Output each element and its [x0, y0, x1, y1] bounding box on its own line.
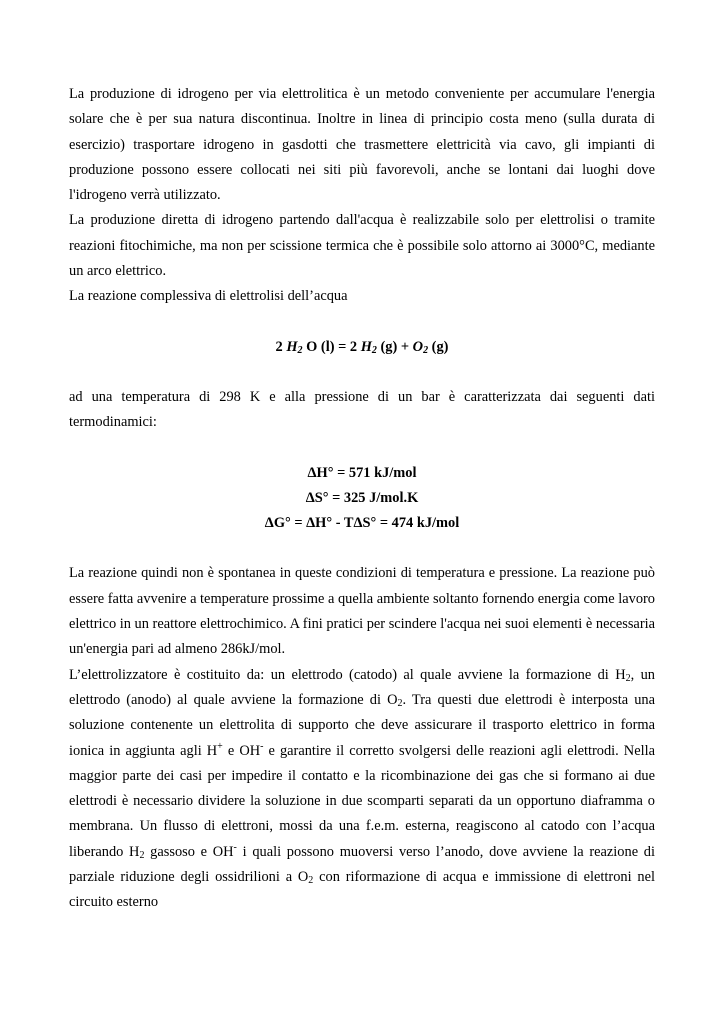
paragraph-direct-production: La produzione diretta di idrogeno partendo dall'acqua è realizzabile solo per elettrolisi o tramite reazioni fitochimiche, ma non per scissione termica che è possibile solo attorno ai 3000°C, mediante un arco elettrico. — [69, 212, 655, 280]
paragraph-non-spontaneous: La reazione quindi non è spontanea in queste condizioni di temperatura e pressione. La reazione può essere fatta avvenire a temperature prossime a quella ambiente soltanto fornendo energia come lavoro elettrico in un reattore elettrochimico. A fini pratici per scindere l'acqua nei suoi elementi è necessaria un'energia pari ad almeno 286kJ/mol. — [69, 565, 655, 658]
paragraph-thermo-intro: ad una temperatura di 298 K e alla pressione di un bar è caratterizzata dai seguenti dati termodinamici: — [69, 388, 655, 431]
gibbs-energy-value: ΔG° = ΔH° - TΔS° = 474 kJ/mol — [264, 515, 460, 532]
electrolysis-equation: 2 $H_2$ O (l) = 2 $H_2$ $(g) + O_2$ (g) — [275, 338, 449, 356]
thermodynamic-data — [69, 461, 655, 537]
entropy-value: ΔS° = 325 J/mol.K — [305, 489, 419, 506]
document-page — [69, 82, 655, 916]
paragraph-reaction-intro: La reazione complessiva di elettrolisi dell’acqua — [69, 288, 348, 305]
paragraph-hydrogen-production: La produzione di idrogeno per via elettrolitica è un metodo conveniente per accumulare l'energia solare che è per sua natura discontinua. Inoltre in linea di principio costa meno (sulla durata di esercizio) trasportare idrogeno in gasdotti che trasmettere elettricità via cavo, gli impianti di produzione possono essere collocati nei siti più favorevoli, anche se lontani dai luoghi dove l'idrogeno verrà utilizzato. — [69, 86, 655, 204]
enthalpy-value: ΔH° = 571 kJ/mol — [307, 464, 417, 481]
paragraph-electrolyzer: L’elettrolizzatore è costituito da: un elettrodo (catodo) al quale avviene la formazione di $H_2$, un elettrodo (anodo) al quale avviene la formazione di $O_2$. Tra questi due elettrodi è interposta una soluzione contenente un elettrolita di supporto che deve assicurare il trasporto elettrico in forma ionica in aggiunta agli H+ e OH- e garantire il corretto svolgersi delle reazioni agli elettrodi. Nella maggior parte dei casi per impedire il contatto e la ricombinazione dei gas che si formano ai due elettrodi è necessario dividere la soluzione in due scomparti separati da un opportuno diaframma o membrana. Un flusso di elettroni, mossi da una f.e.m. esterna, reagiscono al catodo con l’acqua liberando $H_2$ gassoso e OH- i quali possono muoversi verso l’anodo, dove avviene la reazione di parziale riduzione degli ossidrilioni a $O_2$ con riformazione di acqua e immissione di elettroni nel circuito esterno — [69, 666, 656, 911]
